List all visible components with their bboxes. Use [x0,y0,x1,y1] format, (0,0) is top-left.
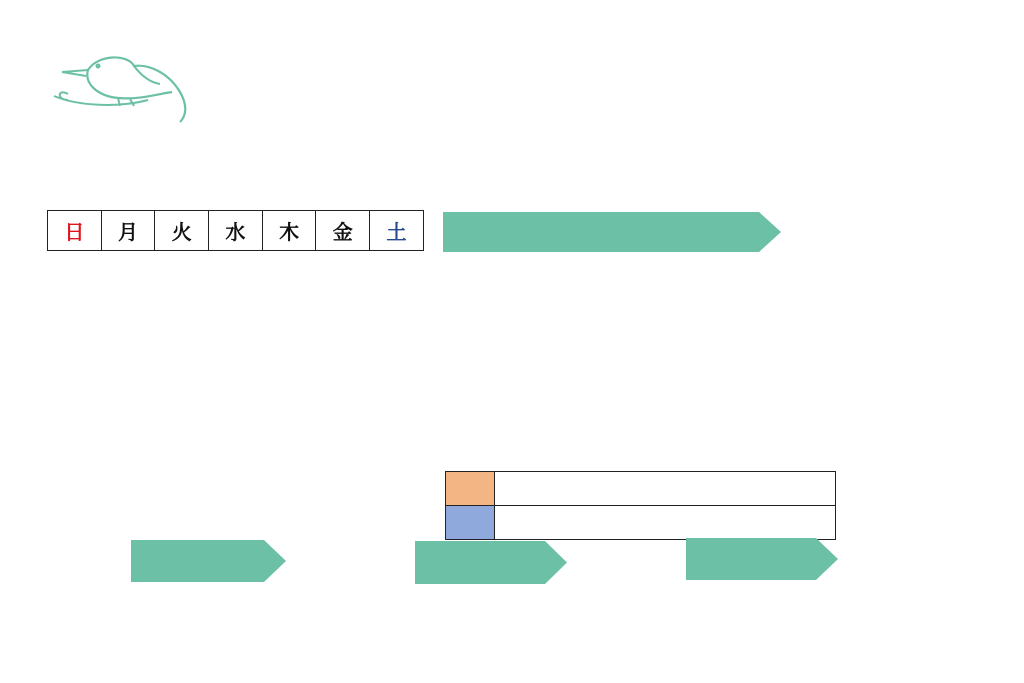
weekday-header: 金 [316,211,370,251]
weekday-header: 火 [155,211,209,251]
calendar-table [47,210,424,251]
line-official-link[interactable] [415,541,567,584]
advance-reservation-text [495,472,836,506]
weekday-header: 木 [262,211,316,251]
survey-link[interactable] [686,538,838,580]
weekday-header: 月 [101,211,155,251]
line-qr-code[interactable] [585,544,667,626]
homepage-qr-code[interactable] [298,544,380,626]
bird-logo-icon [48,44,193,124]
weekday-header: 水 [209,211,263,251]
weekday-header: 日 [48,211,102,251]
same-day-reservation-text [495,506,836,540]
survey-qr-code[interactable] [857,543,943,629]
same-day-swatch [446,506,495,540]
homepage-link[interactable] [131,540,286,582]
reservation-legend [445,471,836,540]
reservation-banner [443,212,781,252]
advance-swatch [446,472,495,506]
weekday-header: 土 [370,211,424,251]
